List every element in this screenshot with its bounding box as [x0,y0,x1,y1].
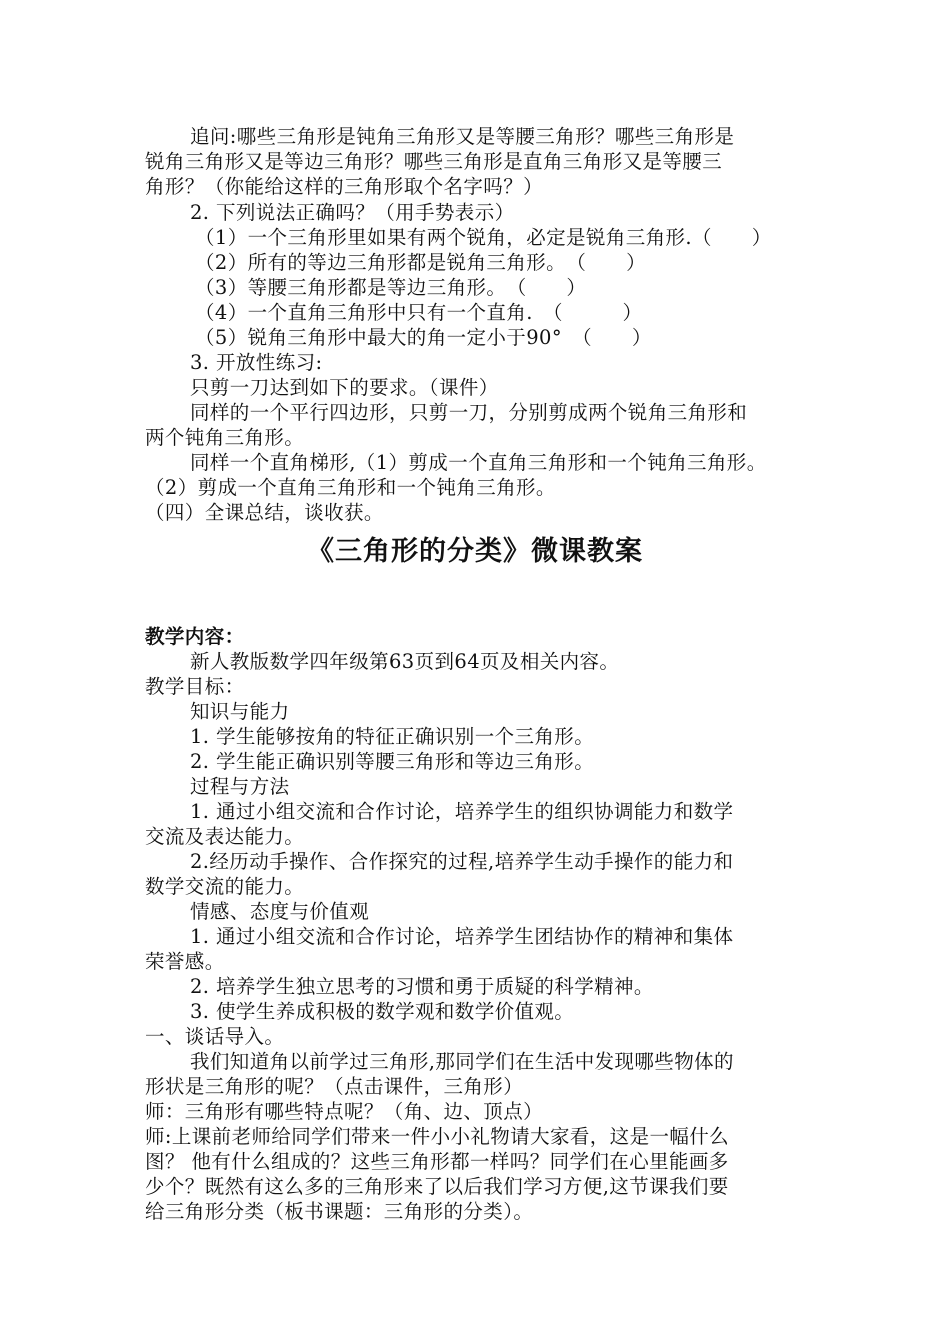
question-item: （2）所有的等边三角形都是锐角三角形。 （ ） [195,251,647,274]
text-line: 同样的一个平行四边形，只剪一刀，分别剪成两个锐角三角形和 [190,401,748,424]
question-item: （1）一个三角形里如果有两个锐角，必定是锐角三角形.（ ） [195,226,772,249]
text-line: 两个钝角三角形。 [145,426,305,449]
text-line: （2）剪成一个直角三角形和一个钝角三角形。 [145,476,556,499]
text-line: 形状是三角形的呢？（点击课件，三角形） [145,1075,524,1098]
subsection-heading: 知识与能力 [190,700,290,723]
text-line: 锐角三角形又是等边三角形？哪些三角形是直角三角形又是等腰三 [145,150,723,173]
text-line: （四）全课总结，谈收获。 [145,501,384,524]
text-line: 新人教版数学四年级第63页到64页及相关内容。 [190,650,620,673]
text-line: 2. 下列说法正确吗？（用手势表示） [190,201,515,224]
text-line: 3. 开放性练习: [190,351,323,374]
text-line: 我们知道角以前学过三角形,那同学们在生活中发现哪些物体的 [190,1050,734,1073]
text-line: 荣誉感。 [145,950,225,973]
text-line: 只剪一刀达到如下的要求。（课件） [190,376,499,399]
text-line: 1. 通过小组交流和合作讨论，培养学生团结协作的精神和集体 [190,925,734,948]
text-line: 少个？既然有这么多的三角形来了以后我们学习方便,这节课我们要 [145,1175,729,1198]
text-line: 2. 学生能正确识别等腰三角形和等边三角形。 [190,750,595,773]
text-line: 数学交流的能力。 [145,875,305,898]
subsection-heading: 情感、态度与价值观 [190,900,370,923]
text-line: 图？ 他有什么组成的？这些三角形都一样吗？同学们在心里能画多 [145,1150,729,1173]
document-title: 《三角形的分类》微课教案 [307,536,643,567]
text-line: 师:上课前老师给同学们带来一件小小礼物请大家看，这是一幅什么 [145,1125,730,1148]
text-line: 2. 培养学生独立思考的习惯和勇于质疑的科学精神。 [190,975,654,998]
text-line: 给三角形分类（板书课题：三角形的分类）。 [145,1200,534,1223]
subsection-heading: 过程与方法 [190,775,290,798]
question-item: （3）等腰三角形都是等边三角形。 （ ） [195,276,587,299]
text-line: 3. 使学生养成积极的数学观和数学价值观。 [190,1000,575,1023]
text-line: 角形？（你能给这样的三角形取个名字吗？） [145,175,544,198]
section-heading: 教学目标： [145,675,245,698]
text-line: 交流及表达能力。 [145,825,305,848]
text-line: 1. 通过小组交流和合作讨论，培养学生的组织协调能力和数学 [190,800,734,823]
text-line: 2.经历动手操作、合作探究的过程,培养学生动手操作的能力和 [190,850,734,873]
text-line: 同样一个直角梯形,（1）剪成一个直角三角形和一个钝角三角形。 [190,451,767,474]
text-line: 1. 学生能够按角的特征正确识别一个三角形。 [190,725,595,748]
section-heading: 一、谈话导入。 [145,1025,285,1048]
text-line: 师：三角形有哪些特点呢？（角、边、顶点） [145,1100,544,1123]
section-heading: 教学内容： [145,625,245,648]
text-line: 追问:哪些三角形是钝角三角形又是等腰三角形？哪些三角形是 [190,125,735,148]
question-item: （4）一个直角三角形中只有一个直角. （ ） [195,301,643,324]
question-item: （5）锐角三角形中最大的角一定小于90° （ ） [195,326,652,349]
